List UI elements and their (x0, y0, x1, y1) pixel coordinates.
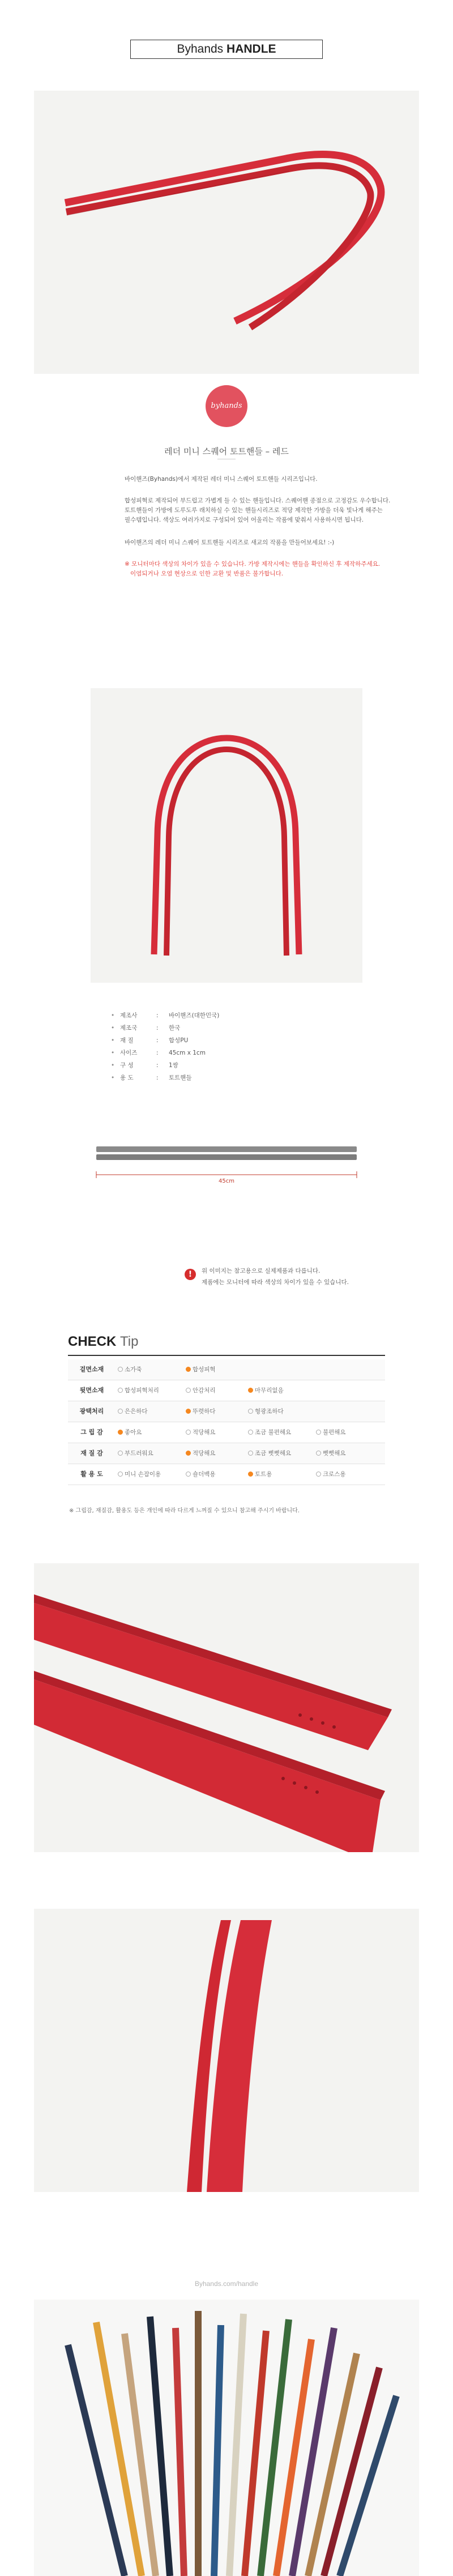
check-row-label: 그 립 감 (80, 1428, 103, 1436)
check-option-label: 토트용 (255, 1471, 272, 1478)
radio-dot-icon (118, 1430, 123, 1435)
check-option-selected (248, 1464, 272, 1485)
check-option (118, 1380, 159, 1401)
check-option-label: 불편해요 (323, 1429, 346, 1436)
check-row (68, 1464, 385, 1485)
brand-logo (206, 385, 247, 427)
check-option-label: 적당해요 (193, 1429, 216, 1436)
radio-dot-icon (316, 1472, 321, 1477)
radio-dot-icon (248, 1388, 253, 1393)
radio-dot-icon (186, 1472, 191, 1477)
radio-dot-icon (248, 1472, 253, 1477)
product-name: 레더 미니 스퀘어 토트핸들 – 레드 (164, 446, 289, 457)
description-notice (125, 560, 391, 579)
spec-row: • 제조국 : 한국 (111, 1025, 181, 1031)
product-photo-edge (34, 1909, 419, 2192)
check-option-label: 합성피혁처리 (125, 1387, 159, 1394)
check-option-label: 안감처리 (193, 1387, 216, 1394)
check-row-label: 뒷면소재 (79, 1387, 104, 1394)
spec-row: • 제조사 : 바이핸즈(대한민국) (111, 1012, 220, 1019)
radio-dot-icon (186, 1367, 191, 1372)
check-option-label: 소가죽 (125, 1366, 142, 1373)
check-option-label: 적당해요 (193, 1450, 216, 1457)
check-option-label: 뚜렷하다 (193, 1408, 216, 1415)
check-option-label: 합성피혁 (193, 1366, 216, 1373)
header-title-box (130, 40, 323, 59)
check-row (68, 1443, 385, 1464)
check-option (118, 1464, 161, 1485)
check-option-selected (186, 1401, 216, 1422)
spec-list (111, 1009, 292, 1084)
spec-row: • 용 도 : 토트핸들 (111, 1074, 192, 1081)
description-line: 합성피혁로 제작되어 부드럽고 가볍게 들 수 있는 핸들입니다. 스퀘어핸 종점으로 고정감도 우수합니다. (125, 497, 391, 504)
check-option-label: 크로스용 (323, 1471, 346, 1478)
check-option (118, 1359, 142, 1380)
check-option (186, 1380, 216, 1401)
radio-dot-icon (248, 1430, 253, 1435)
check-option-label: 숄더백용 (193, 1471, 216, 1478)
check-row (68, 1359, 385, 1380)
product-photo-2 (91, 688, 362, 983)
check-option-label: 조금 불편해요 (255, 1429, 292, 1436)
radio-dot-icon (118, 1367, 123, 1372)
check-tip-divider (68, 1355, 385, 1356)
check-option-selected (118, 1422, 142, 1443)
description-line: 필수템입니다. 색상도 여러가지로 구성되어 있어 어울리는 작품에 맞춰서 사용하시면 됩니다. (125, 517, 364, 523)
warning-icon: ! (185, 1269, 196, 1280)
check-option (316, 1464, 346, 1485)
check-option-label: 부드러워요 (125, 1450, 153, 1457)
warning-line: 제품에는 모니터에 따라 색상의 차이가 있을 수 있습니다. (202, 1279, 349, 1286)
notice-line: ※ 모니터마다 색상의 차이가 있을 수 있습니다. 가방 제작시에는 핸들을 확인하신 후 제작하주세요. (125, 561, 381, 568)
radio-dot-icon (316, 1451, 321, 1456)
check-row (68, 1422, 385, 1443)
notice-line: 이염되거나 오염 현상으로 인한 교환 및 반품은 불가합니다. (125, 570, 284, 577)
check-option-label: 마무리없음 (255, 1387, 284, 1394)
check-option (248, 1401, 284, 1422)
check-option (118, 1401, 148, 1422)
check-tip-note: ※ 그립감, 재질감, 활용도 등은 개인에 따라 다르게 느껴질 수 있으니 참고해 주시기 바랍니다. (69, 1508, 300, 1514)
warning-line: 위 이미지는 참고용으로 실제제품과 다릅니다. (202, 1268, 320, 1274)
product-photo-closeup (34, 1563, 419, 1852)
header-title: HANDLE (226, 42, 276, 56)
check-option-selected (186, 1443, 216, 1464)
spec-row: • 사이즈 : 45cm x 1cm (111, 1050, 206, 1056)
radio-dot-icon (186, 1451, 191, 1456)
brand-logo-text: byhands (211, 402, 242, 410)
radio-dot-icon (316, 1430, 321, 1435)
check-option (316, 1422, 346, 1443)
dimension-label: 45cm (219, 1178, 234, 1184)
header-brand: Byhands (177, 42, 224, 56)
radio-dot-icon (118, 1451, 123, 1456)
check-option (118, 1443, 153, 1464)
radio-dot-icon (186, 1388, 191, 1393)
description-line: 토트핸들이 가방에 도루도루 래치하실 수 있는 핸들시리즈로 적당 제작한 가방을 더욱 빛나게 해주는 (125, 507, 383, 514)
check-row-label: 활 용 도 (80, 1470, 103, 1478)
check-option-label: 은은하다 (125, 1408, 148, 1415)
check-option-label: 형광조하다 (255, 1408, 284, 1415)
check-option (248, 1422, 291, 1443)
check-row (68, 1380, 385, 1401)
check-tip-table (68, 1359, 385, 1485)
spec-row: • 재 질 : 합성PU (111, 1037, 189, 1044)
check-row-label: 광택처리 (79, 1408, 104, 1415)
check-option (186, 1464, 216, 1485)
radio-dot-icon (118, 1409, 123, 1414)
check-option (186, 1422, 216, 1443)
site-url: Byhands.com/handle (194, 2280, 259, 2288)
check-option-label: 좋아요 (125, 1429, 142, 1436)
check-subtitle-text: Tip (120, 1334, 139, 1349)
spec-row: • 구 성 : 1쌍 (111, 1062, 178, 1069)
description-body (125, 496, 391, 525)
radio-dot-icon (186, 1409, 191, 1414)
check-option (248, 1443, 291, 1464)
description-closing: 바이핸즈의 레더 미니 스퀘어 토트핸들 시리즈로 새교의 작품을 만들어보세요! :-) (125, 539, 335, 546)
check-option-label: 미니 손잡이용 (125, 1471, 161, 1478)
check-option-label: 조금 뻣뻣해요 (255, 1450, 292, 1457)
check-option-selected (186, 1359, 216, 1380)
dimension-diagram (91, 1138, 362, 1178)
check-row-label: 겉면소재 (79, 1366, 104, 1373)
check-row-label: 재 질 감 (80, 1449, 103, 1457)
check-option (316, 1443, 346, 1464)
check-option-label: 뻣뻣해요 (323, 1450, 346, 1457)
radio-dot-icon (118, 1472, 123, 1477)
description-intro: 바이핸즈(Byhands)에서 제작된 레더 미니 스퀘어 토트핸들 시리즈입니다. (125, 476, 318, 483)
check-title-text: CHECK (68, 1334, 117, 1349)
color-variants-photo (34, 2300, 419, 2576)
radio-dot-icon (118, 1388, 123, 1393)
radio-dot-icon (248, 1451, 253, 1456)
radio-dot-icon (186, 1430, 191, 1435)
check-option-selected (248, 1380, 284, 1401)
check-row (68, 1401, 385, 1422)
product-photo-1 (34, 91, 419, 374)
radio-dot-icon (248, 1409, 253, 1414)
check-tip-title (68, 1334, 138, 1350)
